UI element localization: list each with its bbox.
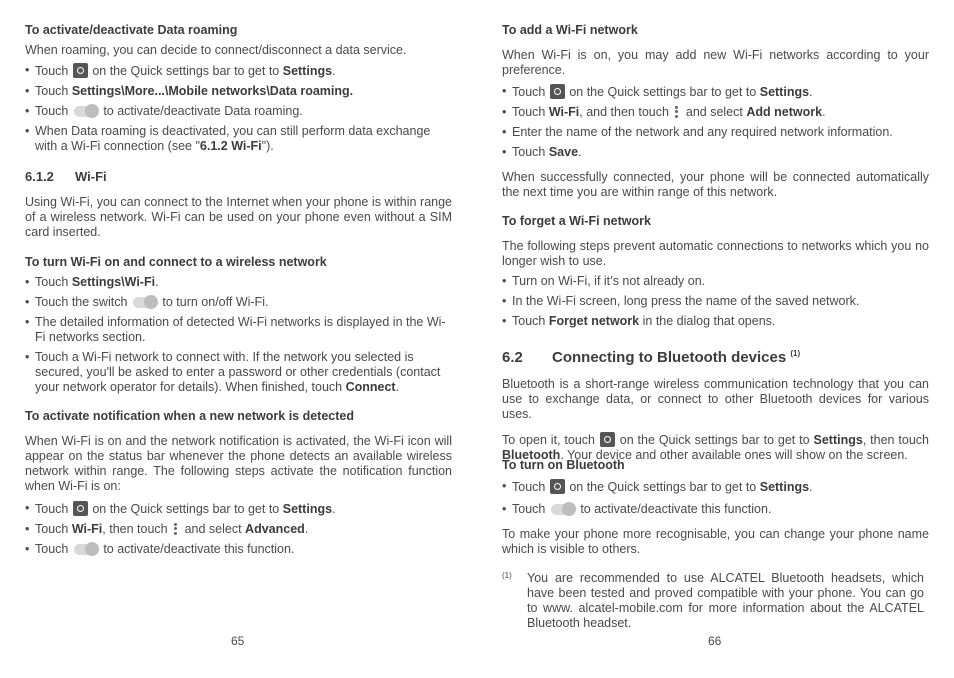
roaming-bullet-1: • Touch on the Quick settings bar to get to Settings. [25,63,452,79]
roaming-bullet-3: • Touch to activate/deactivate Data roaming. [25,104,452,119]
page-number-left: 65 [231,634,245,648]
bluetooth-section [502,345,929,463]
turn-on-wifi-section [25,255,452,395]
roaming-bullet-4: • When Data roaming is deactivated, you can still perform data exchange with a Wi-Fi connection (see "6.1.2 Wi-Fi"). [25,124,452,154]
more-options-icon [675,106,679,120]
settings-gear-icon [550,84,565,99]
notification-section [25,409,452,557]
turn-on-wifi-bullet-1: • Touch Settings\Wi-Fi. [25,275,452,290]
turn-on-wifi-bullet-3: • The detailed information of detected Wi-Fi networks is displayed in the Wi-Fi networks section. [25,315,452,345]
forget-wifi-heading: To forget a Wi-Fi network [502,214,651,228]
add-wifi-bullet-2: • Touch Wi-Fi, and then touch and select Add network. [502,105,929,120]
roaming-section [25,23,452,154]
forget-wifi-intro: The following steps prevent automatic connections to networks which you no longer wish to use. [502,239,929,268]
turn-on-bt-outro: To make your phone more recognisable, you can change your phone name which is visible to others. [502,527,929,556]
settings-gear-icon [73,63,88,78]
turn-on-bt-bullet-2: • Touch to activate/deactivate this function. [502,502,929,517]
wifi-section-title: 6.1.2 Wi-Fi [25,169,107,184]
notification-bullet-3: • Touch to activate/deactivate this function. [25,542,452,557]
roaming-intro: When roaming, you can decide to connect/disconnect a data service. [25,43,407,57]
forget-wifi-section [502,214,929,329]
roaming-heading: To activate/deactivate Data roaming [25,23,238,37]
footnote-ref: (1) [790,349,801,358]
settings-gear-icon [73,501,88,516]
toggle-switch-icon [74,544,98,555]
add-wifi-outro: When successfully connected, your phone will be connected automatically the next time you are within range of this network. [502,170,929,199]
settings-gear-icon [550,479,565,494]
toggle-switch-icon [74,106,98,117]
turn-on-bt-heading: To turn on Bluetooth [502,458,625,472]
wifi-section [25,169,452,240]
turn-on-bt-bullet-1: • Touch on the Quick settings bar to get to Settings. [502,479,929,495]
footnote-mark: (1) [502,571,512,580]
add-wifi-section [502,23,929,200]
add-wifi-heading: To add a Wi-Fi network [502,23,638,37]
bluetooth-open: To open it, touch on the Quick settings bar to get to Settings, then touch Bluetooth. Your device and other available ones will show on the screen. [502,433,929,462]
turn-on-wifi-bullet-2: • Touch the switch to turn on/off Wi-Fi. [25,295,452,310]
notification-bullet-2: • Touch Wi-Fi, then touch and select Advanced. [25,522,452,537]
notification-bullet-1: • Touch on the Quick settings bar to get to Settings. [25,501,452,517]
bluetooth-intro: Bluetooth is a short-range wireless communication technology that you can use to exchange data, or connect to other Bluetooth devices for various uses. [502,377,929,421]
toggle-switch-icon [133,297,157,308]
roaming-bullet-2: • Touch Settings\More...\Mobile networks\Data roaming. [25,84,452,99]
bluetooth-section-title: 6.2 Connecting to Bluetooth devices $^{(1)}$ [502,349,801,366]
forget-wifi-bullet-3: • Touch Forget network in the dialog that opens. [502,314,929,329]
page-number-right: 66 [708,634,722,648]
forget-wifi-bullet-1: • Turn on Wi-Fi, if it’s not already on. [502,274,929,289]
wifi-intro: Using Wi-Fi, you can connect to the Internet when your phone is within range of a wireless network. Wi-Fi can be used on your phone even without a SIM card inserted. [25,195,452,239]
notification-heading: To activate notification when a new network is detected [25,409,354,423]
toggle-switch-icon [551,504,575,515]
turn-on-wifi-heading: To turn Wi-Fi on and connect to a wireless network [25,255,327,269]
forget-wifi-bullet-2: • In the Wi-Fi screen, long press the name of the saved network. [502,294,929,309]
add-wifi-bullet-3: • Enter the name of the network and any required network information. [502,125,929,140]
turn-on-bt-section [502,458,929,557]
settings-gear-icon [600,432,615,447]
more-options-icon [174,523,178,537]
add-wifi-bullet-4: • Touch Save. [502,145,929,160]
add-wifi-intro: When Wi-Fi is on, you may add new Wi-Fi networks according to your preference. [502,48,929,77]
turn-on-wifi-bullet-4: • Touch a Wi-Fi network to connect with. If the network you selected is secured, you'll be asked to enter a password or other credentials (contact your network operator for details). When finished, touch Connect. [25,350,452,395]
footnote-text: You are recommended to use ALCATEL Bluetooth headsets, which have been tested and proved compatible with your phone. You can go to www. alcatel-mobile.com for more information about the ALCATEL Bluetooth headset. [527,571,924,630]
notification-intro: When Wi-Fi is on and the network notification is activated, the Wi-Fi icon will appear on the status bar whenever the phone detects an available wireless network within range. The following steps activate the notification function when Wi-Fi is on: [25,434,452,493]
add-wifi-bullet-1: • Touch on the Quick settings bar to get to Settings. [502,84,929,100]
